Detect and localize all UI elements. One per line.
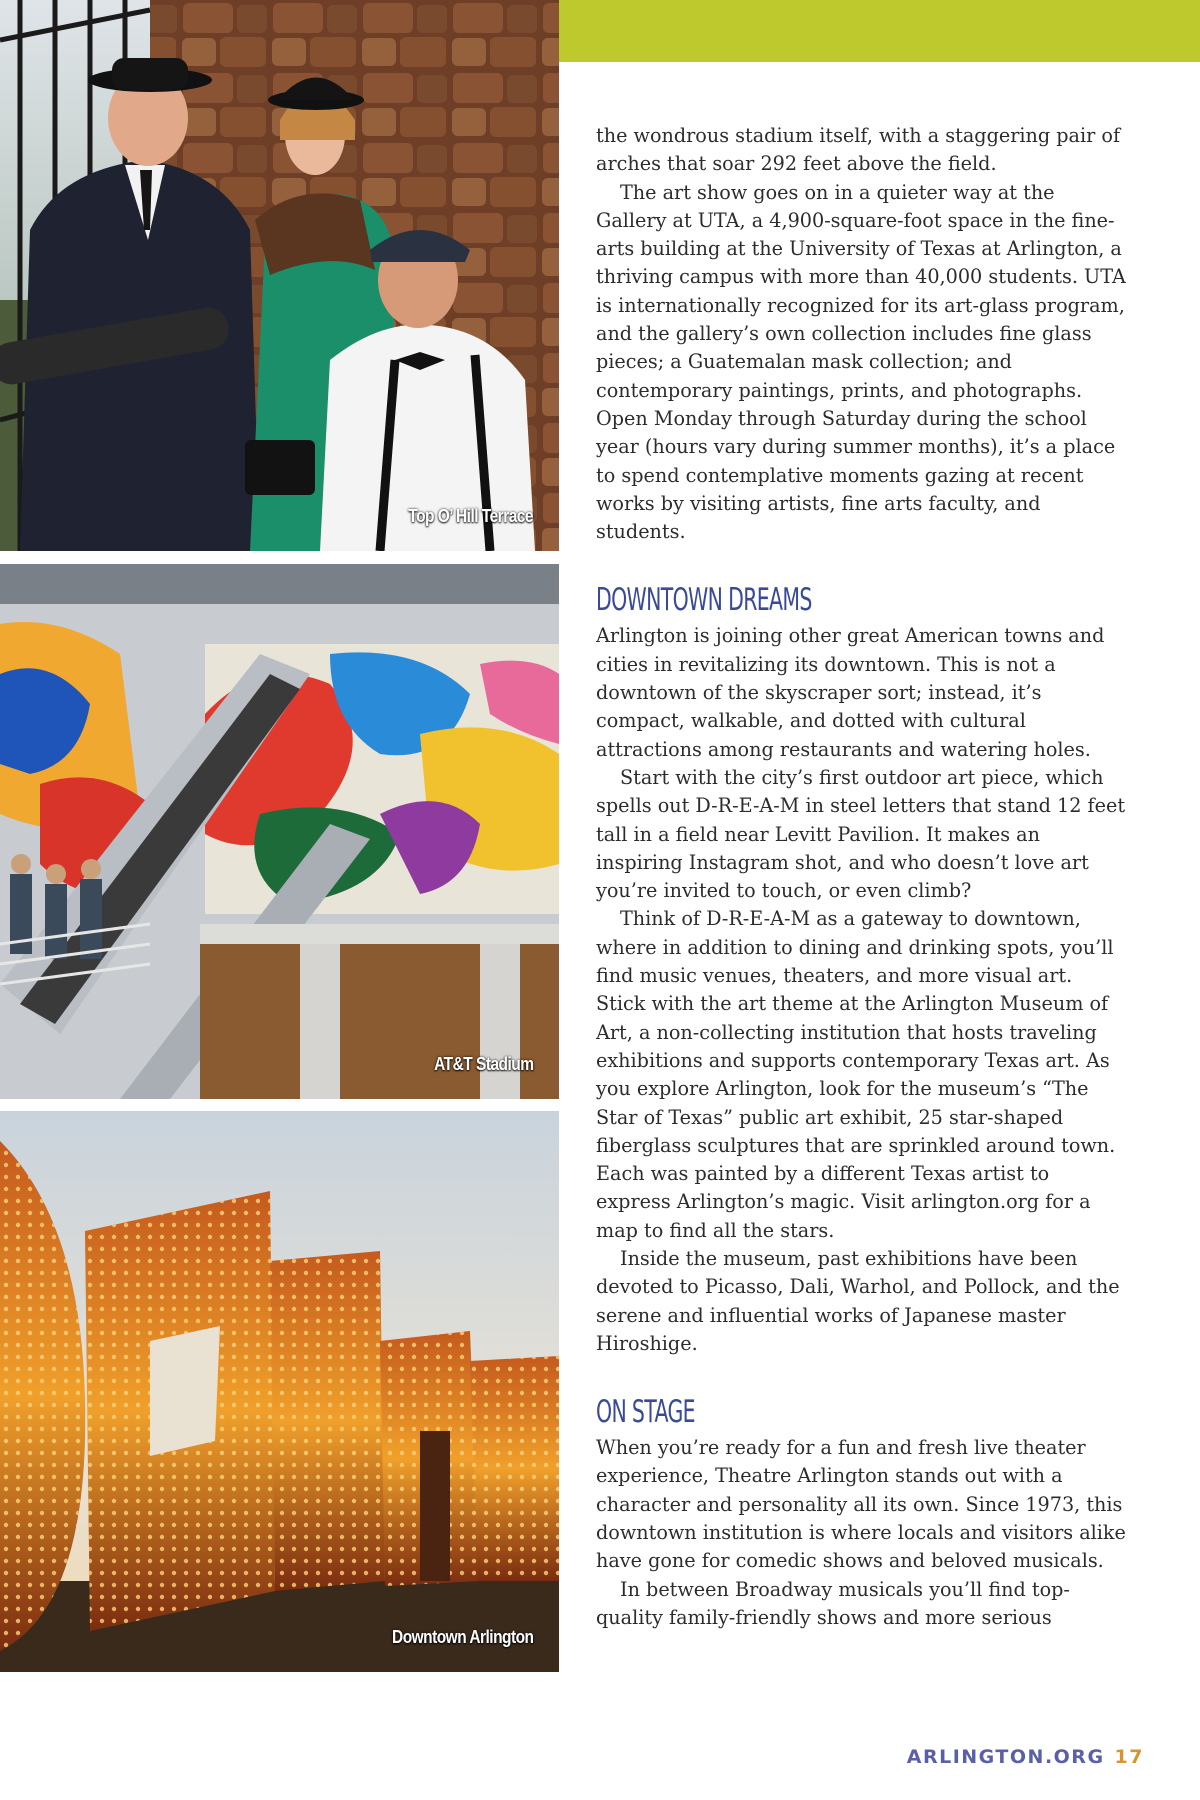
paragraph: Inside the museum, past exhibitions have been devoted to Picasso, Dali, Warhol, and Pollock, and the serene and influential works of Japanese master Hiroshige. (596, 1246, 1120, 1355)
photo-top-o-hill-terrace (0, 0, 559, 551)
page-number: 17 (1114, 1746, 1144, 1768)
paragraph: In between Broadway musicals you’ll find top-quality family-friendly shows and more serious (596, 1577, 1070, 1629)
stadium-interior-image (0, 564, 559, 1099)
paragraph: The art show goes on in a quieter way at the Gallery at UTA, a 4,900-square-foot space in the fine-arts building at the University of Texas at Arlington, a thriving campus with more than 40,000 students. UTA is internationally recognized for its art-glass program, and the gallery’s own collection includes fine glass pieces; a Guatemalan mask collection; and contemporary paintings, prints, and photographs. Open Monday through Saturday during the school year (hours vary during summer months), it’s a place to spend contemplative moments gazing at recent works by visiting artists, fine arts faculty, and students. (596, 180, 1126, 544)
footer-site-link: ARLINGTON.ORG (906, 1746, 1105, 1768)
section-heading-on-stage: ON STAGE (596, 1394, 695, 1431)
top-accent-bar (559, 0, 1200, 62)
paragraph: the wondrous stadium itself, with a staggering pair of arches that soar 292 feet above the field. (596, 124, 1121, 176)
dream-sculpture-image (0, 1111, 559, 1672)
paragraph: Start with the city’s first outdoor art piece, which spells out D-R-E-A-M in steel letters that stand 12 feet tall in a field near Levitt Pavilion. It makes an inspiring Instagram shot, and who doesn’t love art you’re invited to touch, or even climb? (596, 765, 1126, 903)
paragraph: Think of D-R-E-A-M as a gateway to downtown, where in addition to dining and drinking spots, you’ll find music venues, theaters, and more visual art. Stick with the art theme at the Arlington Museum of Art, a non-collecting institution that hosts traveling exhibitions and supports contemporary Texas art. As you explore Arlington, look for the museum’s “The Star of Texas” public art exhibit, 25 star-shaped fiberglass sculptures that are sprinkled around town. Each was painted by a different Texas artist to express Arlington’s magic. Visit arlington.org for a map to find all the stars. (596, 907, 1116, 1242)
article-body (596, 122, 1126, 1632)
costume-photo-image (0, 0, 559, 551)
photo-caption: AT&T Stadium (433, 1054, 533, 1074)
paragraph: When you’re ready for a fun and fresh live theater experience, Theatre Arlington stands out with a character and personality all its own. Since 1973, this downtown institution is where locals and visitors alike have gone for comedic shows and beloved musicals. (596, 1436, 1126, 1573)
photo-caption: Downtown Arlington (391, 1627, 533, 1647)
page-footer (907, 1746, 1144, 1768)
photo-att-stadium (0, 564, 559, 1099)
photo-downtown-arlington (0, 1111, 559, 1672)
photo-column (0, 0, 559, 1672)
paragraph: Arlington is joining other great American towns and cities in revitalizing its downtown. This is not a downtown of the skyscraper sort; instead, it’s compact, walkable, and dotted with cultural attractions among restaurants and watering holes. (596, 624, 1105, 761)
photo-caption: Top O’ Hill Terrace (408, 506, 533, 526)
section-heading-downtown-dreams: DOWNTOWN DREAMS (596, 582, 812, 619)
